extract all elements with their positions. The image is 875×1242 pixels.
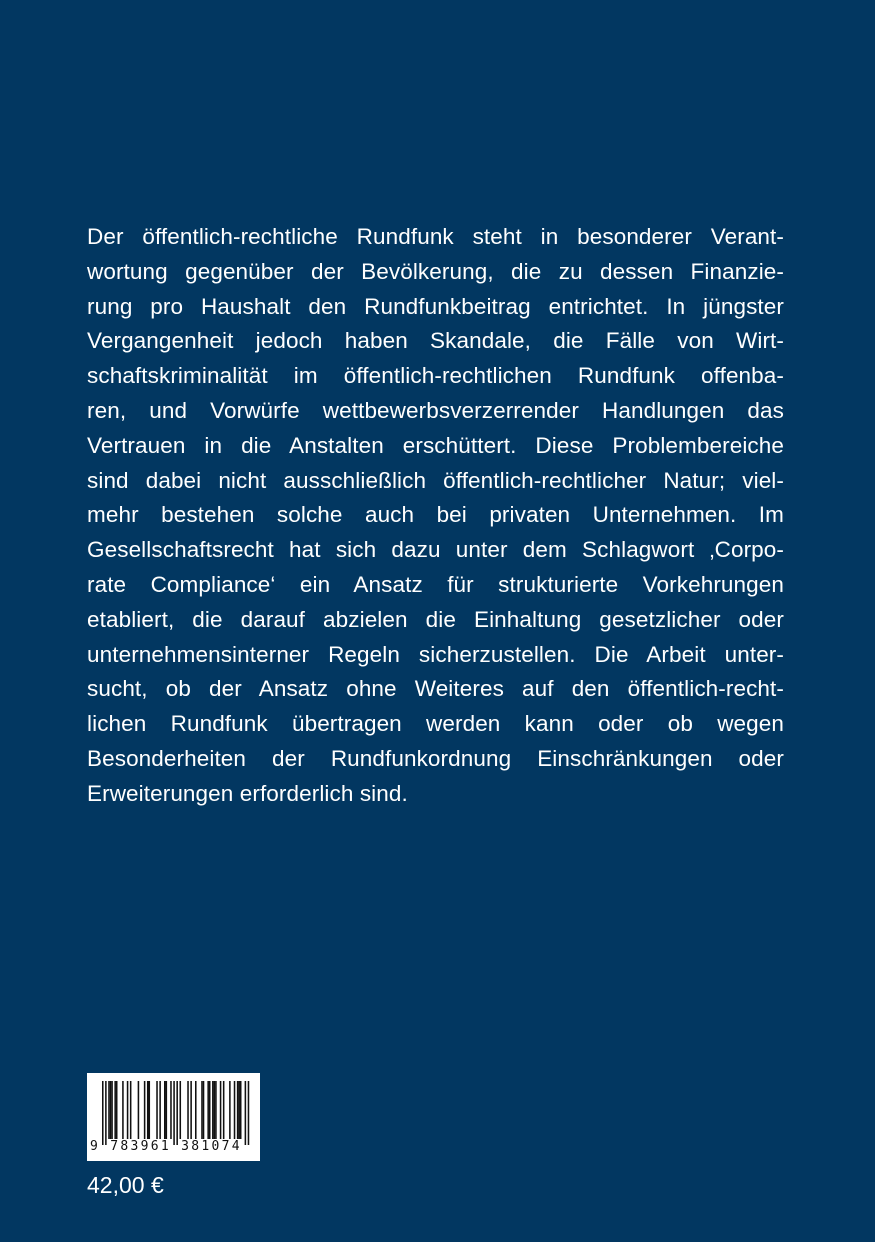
blurb-line: lichen Rundfunk übertragen werden kann oder ob wegen (87, 711, 784, 737)
blurb-line: rung pro Haushalt den Rundfunkbeitrag entrichtet. In jüngster (87, 293, 784, 319)
barcode-bar (240, 1081, 242, 1139)
barcode-bar (130, 1081, 132, 1139)
barcode-bar (209, 1081, 211, 1139)
blurb-line: ren, und Vorwürfe wettbewerbsverzerrender Handlungen das (87, 397, 784, 423)
barcode-bar (203, 1081, 205, 1139)
barcode-bar (176, 1081, 178, 1145)
barcode-bar (245, 1081, 247, 1145)
barcode-bar (229, 1081, 231, 1139)
barcode-bar (220, 1081, 222, 1139)
barcode-bar (110, 1081, 112, 1139)
barcode-bar (215, 1081, 217, 1139)
isbn-digits: 9 783961 381074 (90, 1139, 242, 1154)
barcode-bar (170, 1081, 172, 1139)
barcode-bar (159, 1081, 161, 1139)
barcode-bar (149, 1081, 151, 1139)
blurb-line: etabliert, die darauf abzielen die Einhaltung gesetzlicher oder (87, 606, 784, 632)
barcode-bar (214, 1081, 216, 1139)
barcode-bar (212, 1081, 214, 1139)
barcode-bar (127, 1081, 129, 1139)
blurb-line: mehr bestehen solche auch bei privaten Unternehmen. Im (87, 502, 784, 528)
barcode-bar (138, 1081, 140, 1139)
blurb-line: Vergangenheit jedoch haben Skandale, die Fälle von Wirt- (87, 328, 784, 354)
barcode-bar (105, 1081, 107, 1145)
blurb-line: wortung gegenüber der Bevölkerung, die zu dessen Finanzie- (87, 258, 784, 284)
barcode-bar (116, 1081, 118, 1139)
barcode-bar (164, 1081, 166, 1139)
barcode-bar (190, 1081, 192, 1139)
blurb-line: unternehmensinterner Regeln sicherzustellen. Die Arbeit unter- (87, 641, 784, 667)
back-cover-blurb (87, 220, 784, 812)
barcode-bar (234, 1081, 236, 1139)
barcode-bar (195, 1081, 197, 1139)
barcode-bar (166, 1081, 168, 1139)
price-label: 42,00 € (87, 1172, 164, 1198)
barcode-bar (201, 1081, 203, 1139)
barcode-bar (248, 1081, 250, 1145)
blurb-line: schaftskriminalität im öffentlich-rechtlichen Rundfunk offenba- (87, 363, 784, 389)
isbn-barcode (87, 1073, 260, 1161)
blurb-line: Erweiterungen erforderlich sind. (87, 780, 408, 806)
barcode-bar (207, 1081, 209, 1139)
barcode-bar (237, 1081, 239, 1139)
barcode-bar (223, 1081, 225, 1139)
barcode-bar (180, 1081, 182, 1139)
blurb-line: Vertrauen in die Anstalten erschüttert. Diese Problembereiche (87, 432, 784, 458)
barcode-bar (144, 1081, 146, 1139)
blurb-line: rate Compliance‘ ein Ansatz für strukturierte Vorkehrungen (87, 571, 784, 597)
barcode-bar (173, 1081, 175, 1145)
blurb-line: sind dabei nicht ausschließlich öffentlich-rechtlicher Natur; viel- (87, 467, 784, 493)
blurb-line: Besonderheiten der Rundfunkordnung Einschränkungen oder (87, 745, 784, 771)
barcode-bar (114, 1081, 116, 1139)
barcode-bar (147, 1081, 149, 1139)
barcode-bar (122, 1081, 124, 1139)
blurb-line: sucht, ob der Ansatz ohne Weiteres auf den öffentlich-recht- (87, 676, 784, 702)
blurb-line: Der öffentlich-rechtliche Rundfunk steht in besonderer Verant- (87, 224, 784, 249)
blurb-line: Gesellschaftsrecht hat sich dazu unter dem Schlagwort ‚Corpo- (87, 537, 784, 563)
barcode-bar (187, 1081, 189, 1139)
barcode-bar (108, 1081, 110, 1139)
barcode-bar (238, 1081, 240, 1139)
barcode-bar (156, 1081, 158, 1139)
barcode-bar (111, 1081, 113, 1139)
barcode-bar (102, 1081, 104, 1145)
